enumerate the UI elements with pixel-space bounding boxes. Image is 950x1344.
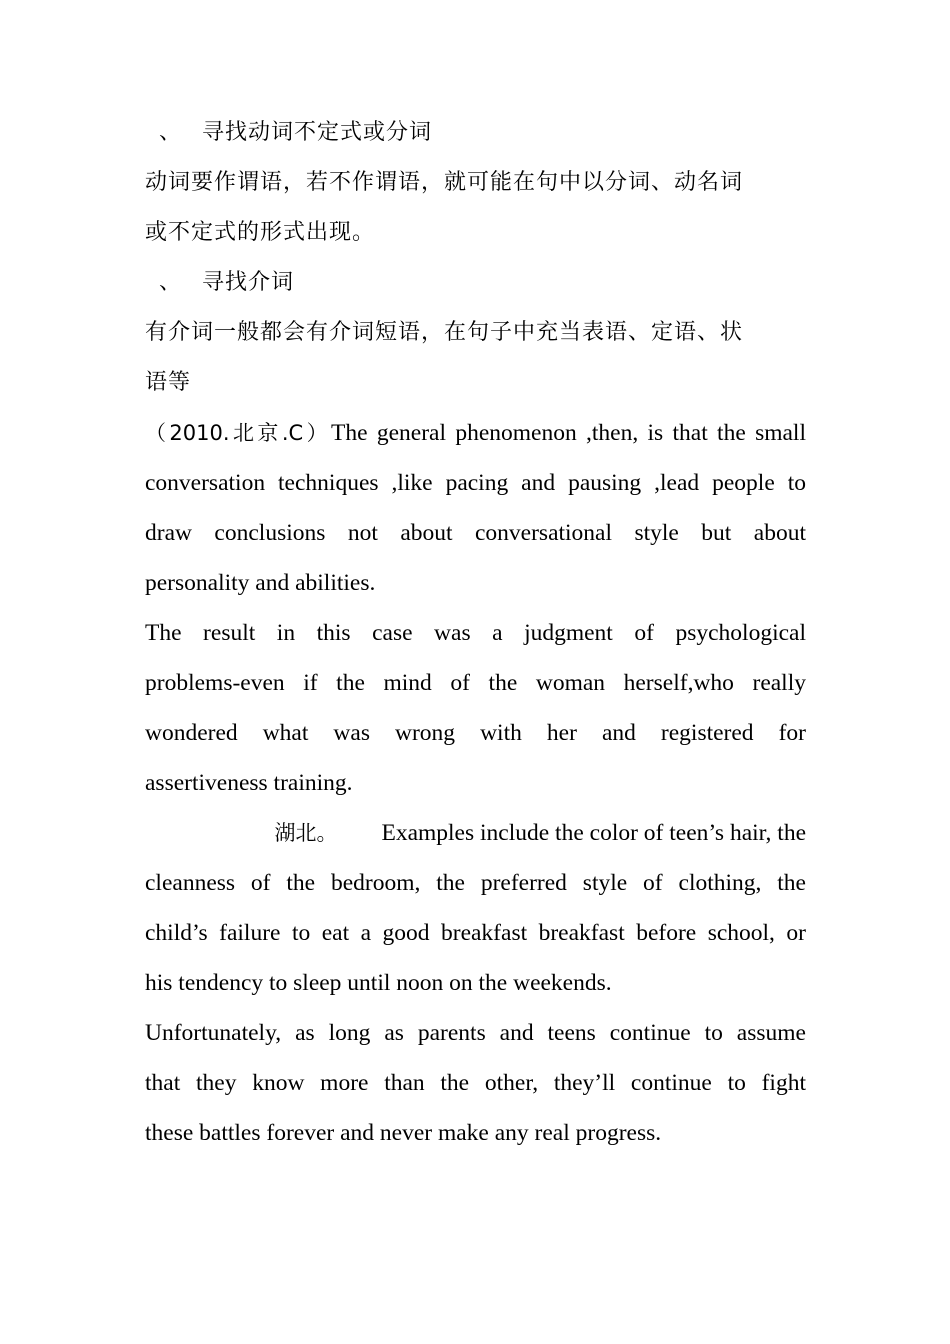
heading-infinitive-participle (145, 108, 806, 158)
heading-mark: 、 (159, 120, 183, 145)
example-line: Unfortunately, as long as parents and teens continue to assume (145, 1020, 806, 1046)
example-line: these battles forever and never make any real progress. (145, 1120, 662, 1146)
example-line (145, 808, 806, 858)
document-body (145, 108, 806, 1158)
example-line: problems-even if the mind of the woman herself,who really (145, 670, 806, 696)
example-line: his tendency to sleep until noon on the weekends. (145, 970, 612, 996)
example-text: Examples include the color of teen’s hair, the (381, 820, 806, 846)
example-line: draw conclusions not about conversational style but about (145, 520, 806, 546)
paragraph-line: 有介词一般都会有介词短语，在句子中充当表语、定语、状 (145, 320, 744, 345)
example-line: child’s failure to eat a good breakfast breakfast before school, or (145, 920, 806, 946)
example-line: that they know more than the other, they’ll continue to fight (145, 1070, 806, 1096)
paragraph-line: 或不定式的形式出现。 (145, 220, 376, 245)
example-line: cleanness of the bedroom, the preferred style of clothing, the (145, 870, 806, 896)
paragraph-line: 语等 (145, 370, 192, 395)
heading-preposition (145, 258, 806, 308)
example-line: assertiveness training. (145, 770, 353, 796)
heading-text: 寻找介词 (202, 270, 295, 295)
example-line (145, 408, 806, 458)
example-source: （2010.北京.C） (145, 421, 332, 445)
heading-text: 寻找动词不定式或分词 (202, 120, 433, 145)
example-text: The general phenomenon ,then, is that the small (331, 420, 806, 446)
heading-mark: 、 (159, 270, 183, 295)
example-line: conversation techniques ,like pacing and pausing ,lead people to (145, 470, 806, 496)
example-line: personality and abilities. (145, 570, 376, 596)
paragraph-line: 动词要作谓语，若不作谓语，就可能在句中以分词、动名词 (145, 170, 744, 195)
example-line: The result in this case was a judgment of psychological (145, 620, 806, 646)
example-source: 湖北。 (274, 821, 338, 845)
example-line: wondered what was wrong with her and registered for (145, 720, 806, 746)
